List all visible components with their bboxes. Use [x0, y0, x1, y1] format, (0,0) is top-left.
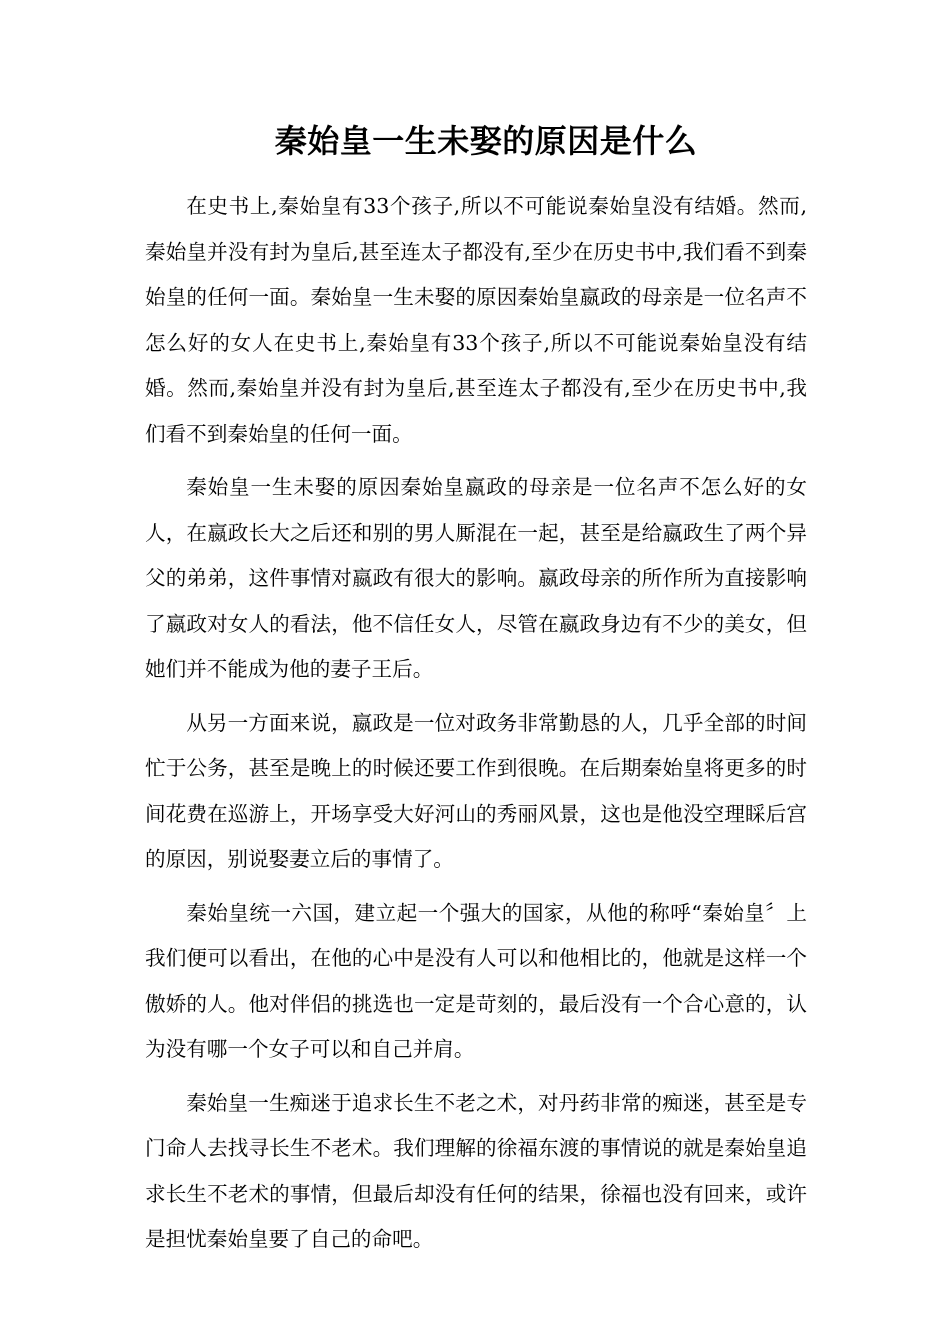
- paragraph-1: 在史书上,秦始皇有33个孩子,所以不可能说秦始皇没有结婚。然而,秦始皇并没有封为皇后,甚至连太子都没有,至少在历史书中,我们看不到秦始皇的任何一面。秦始皇一生未娶的原因秦始皇嬴政的母亲是一位名声不怎么好的女人在史书上,秦始皇有33个孩子,所以不可能说秦始皇没有结婚。然而,秦始皇并没有封为皇后,甚至连太子都没有,至少在历史书中,我们看不到秦始皇的任何一面。: [145, 194, 807, 446]
- paragraph-3: 从另一方面来说，嬴政是一位对政务非常勤恳的人，几乎全部的时间忙于公务，甚至是晚上的时候还要工作到很晚。在后期秦始皇将更多的时间花费在巡游上，开场享受大好河山的秀丽风景，这也是他没空理睬后宫的原因，别说娶妻立后的事情了。: [145, 710, 807, 871]
- paragraph-4: 秦始皇统一六国，建立起一个强大的国家，从他的称呼“秦始皇〞上我们便可以看出，在他的心中是没有人可以和他相比的，他就是这样一个傲娇的人。他对伴侣的挑选也一定是苛刻的，最后没有一个合心意的，认为没有哪一个女子可以和自己并肩。: [145, 900, 807, 1061]
- document-page: [145, 0, 807, 1271]
- paragraph-2: 秦始皇一生未娶的原因秦始皇嬴政的母亲是一位名声不怎么好的女人，在嬴政长大之后还和别的男人厮混在一起，甚至是给嬴政生了两个异父的弟弟，这件事情对嬴政有很大的影响。嬴政母亲的所作所为直接影响了嬴政对女人的看法，他不信任女人，尽管在嬴政身边有不少的美女，但她们并不能成为他的妻子王后。: [145, 475, 807, 681]
- document-title: 秦始皇一生未娶的原因是什么: [274, 122, 698, 160]
- paragraph-5: 秦始皇一生痴迷于追求长生不老之术，对丹药非常的痴迷，甚至是专门命人去找寻长生不老术。我们理解的徐福东渡的事情说的就是秦始皇追求长生不老术的事情，但最后却没有任何的结果，徐福也没有回来，或许是担忧秦始皇要了自己的命吧。: [145, 1090, 807, 1251]
- document-body: [145, 184, 807, 1263]
